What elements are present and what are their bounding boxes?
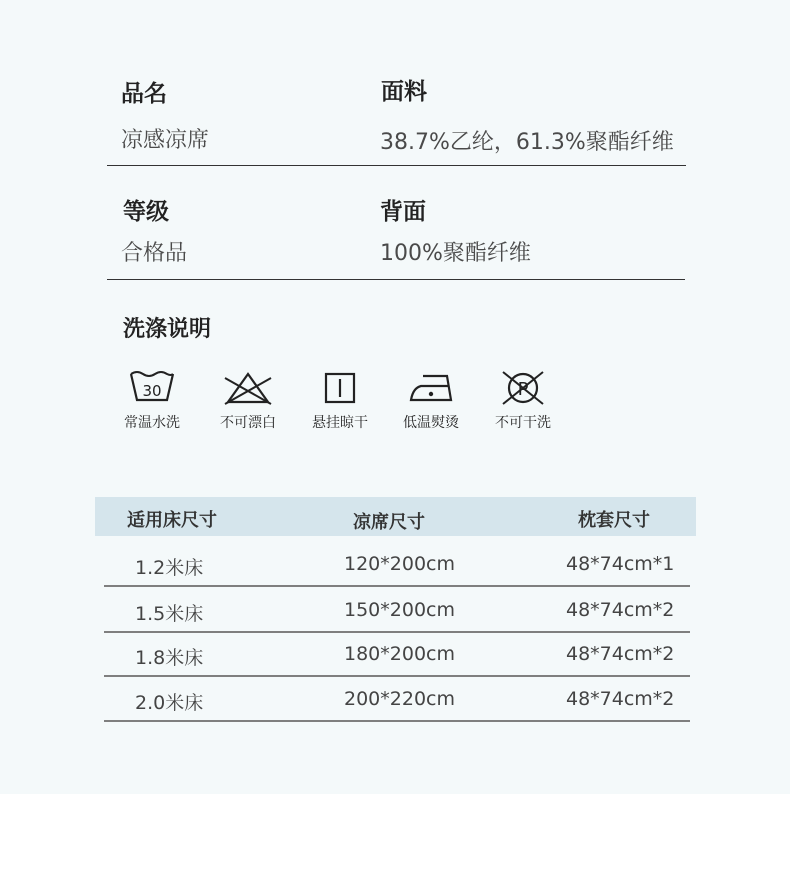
care-label-wash: 常温水洗 [124,415,180,431]
table-row [104,541,690,587]
cell-pillowcase-size: 48*74cm*2 [566,599,675,621]
spec-label-grade: 等级 [123,199,169,225]
table-row [104,676,690,722]
no-dry-clean-icon [499,368,547,406]
svg-text:P: P [517,379,529,400]
wash-temp-label: 30 [142,382,162,400]
spec-label-fabric: 面料 [381,79,427,105]
cell-pillowcase-size: 48*74cm*2 [566,688,675,710]
table-row [104,587,690,633]
cell-pillowcase-size: 48*74cm*2 [566,643,675,665]
spec-label-backing: 背面 [380,199,426,225]
table-row [104,631,690,677]
spec-value-grade: 合格品 [121,241,188,266]
cell-bed-size: 1.8米床 [135,647,204,669]
care-item-no-bleach [208,368,288,432]
size-table-header [95,497,696,536]
spec-label-name: 品名 [121,81,167,107]
no-bleach-icon [222,368,274,406]
hang-dry-icon [322,368,358,406]
cell-bed-size: 1.5米床 [135,603,204,625]
cell-mat-size: 150*200cm [344,599,455,621]
spec-value-fabric: 38.7%乙纶，61.3%聚酯纤维 [380,130,674,155]
column-header-mat-size: 凉席尺寸 [353,512,425,533]
divider [107,165,686,166]
cell-mat-size: 180*200cm [344,643,455,665]
wash-30-icon [128,368,176,406]
care-item-low-iron [391,368,471,432]
care-label-hang-dry: 悬挂晾干 [312,415,368,431]
care-label-no-bleach: 不可漂白 [220,415,276,431]
column-header-pillowcase-size: 枕套尺寸 [578,510,650,531]
care-label-low-iron: 低温熨烫 [403,415,459,431]
care-item-no-dry-clean [483,368,563,432]
care-label-no-dry-clean: 不可干洗 [495,415,551,431]
cell-mat-size: 200*220cm [344,688,455,710]
cell-bed-size: 2.0米床 [135,692,204,714]
divider [107,279,685,280]
spec-value-backing: 100%聚酯纤维 [380,241,531,266]
low-iron-icon [407,368,455,406]
column-header-bed-size: 适用床尺寸 [127,510,217,531]
cell-pillowcase-size: 48*74cm*1 [566,553,675,575]
care-item-hang-dry [300,368,380,432]
cell-mat-size: 120*200cm [344,553,455,575]
care-title: 洗涤说明 [123,317,212,342]
care-item-wash [112,368,192,432]
cell-bed-size: 1.2米床 [135,557,204,579]
spec-value-name: 凉感凉席 [121,128,210,153]
